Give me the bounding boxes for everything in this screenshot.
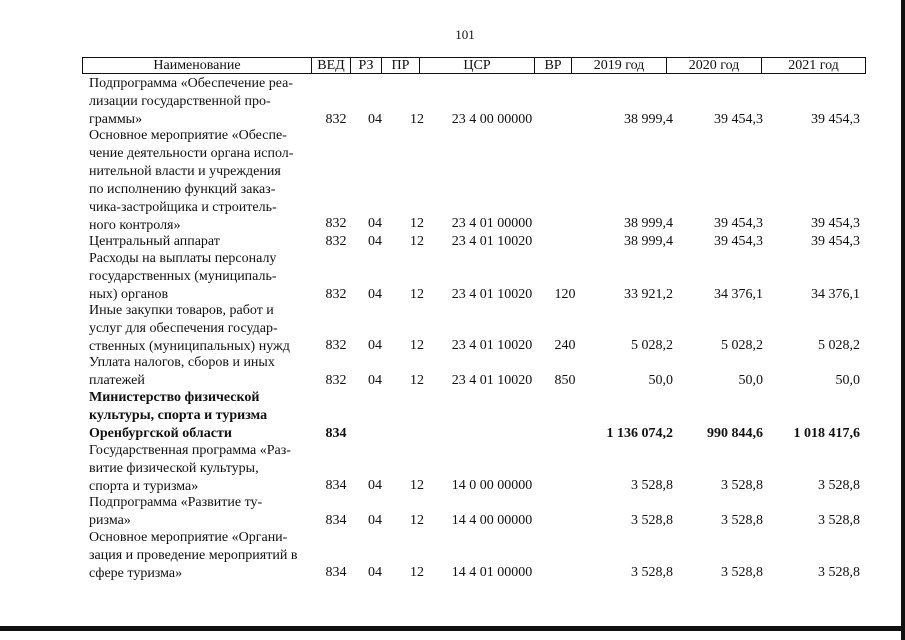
row-csr: 23 4 01 10020 <box>451 287 533 302</box>
row-csr: 14 4 01 00000 <box>451 565 533 580</box>
row-2021: 3 528,8 <box>818 513 860 528</box>
row-2021: 1 018 417,6 <box>793 426 860 441</box>
header-2020: 2020 год <box>667 58 762 73</box>
row-2019: 3 528,8 <box>631 513 673 528</box>
row-pr: 12 <box>410 513 424 528</box>
row-2019: 38 999,4 <box>624 234 673 249</box>
row-2021: 3 528,8 <box>818 565 860 580</box>
row-csr: 23 4 01 00000 <box>451 216 533 231</box>
scan-right-border <box>901 0 905 640</box>
row-2019: 33 921,2 <box>624 287 673 302</box>
row-2020: 50,0 <box>738 373 763 388</box>
header-pr: ПР <box>382 58 420 73</box>
header-2021: 2021 год <box>788 58 839 73</box>
row-2020: 5 028,2 <box>721 338 763 353</box>
row-ved: 832 <box>325 338 347 353</box>
row-rz: 04 <box>368 112 382 127</box>
row-2021: 34 376,1 <box>811 287 860 302</box>
row-rz: 04 <box>368 338 382 353</box>
row-name: Основное мероприятие «Обеспе- чение деятельности органа испол- нительной власти и учреждения по исполнению функций заказ- чика-застройщика и строитель- ного контроля» <box>89 128 294 233</box>
row-2021: 39 454,3 <box>811 112 860 127</box>
row-ved: 834 <box>325 426 347 441</box>
row-ved: 834 <box>325 513 347 528</box>
row-rz: 04 <box>368 565 382 580</box>
row-2019: 38 999,4 <box>624 112 673 127</box>
row-name: Подпрограмма «Развитие ту- ризма» <box>89 495 263 528</box>
row-2021: 50,0 <box>835 373 860 388</box>
row-2021: 5 028,2 <box>818 338 860 353</box>
row-ved: 832 <box>325 234 347 249</box>
row-ved: 834 <box>325 478 347 493</box>
row-rz: 04 <box>368 478 382 493</box>
header-name: Наименование <box>83 58 312 73</box>
row-ved: 832 <box>325 373 347 388</box>
header-vr: ВР <box>535 58 572 73</box>
table-header <box>82 57 866 74</box>
row-csr: 23 4 01 10020 <box>451 338 533 353</box>
row-2021: 39 454,3 <box>811 216 860 231</box>
row-2021: 39 454,3 <box>811 234 860 249</box>
row-name: Центральный аппарат <box>89 234 220 249</box>
row-pr: 12 <box>410 112 424 127</box>
row-pr: 12 <box>410 373 424 388</box>
row-2020: 990 844,6 <box>707 426 763 441</box>
header-csr: ЦСР <box>420 58 535 73</box>
row-rz: 04 <box>368 287 382 302</box>
row-name: Подпрограмма «Обеспечение реа- лизации государственной про- граммы» <box>89 76 294 127</box>
row-ved: 832 <box>325 216 347 231</box>
row-csr: 14 4 00 00000 <box>451 513 533 528</box>
row-2019: 1 136 074,2 <box>606 426 673 441</box>
row-2019: 50,0 <box>648 373 673 388</box>
row-2020: 39 454,3 <box>714 216 763 231</box>
row-rz: 04 <box>368 216 382 231</box>
row-2020: 39 454,3 <box>714 234 763 249</box>
row-name: Уплата налогов, сборов и иных платежей <box>89 355 275 388</box>
row-ved: 832 <box>325 287 347 302</box>
row-2020: 3 528,8 <box>721 513 763 528</box>
row-2020: 3 528,8 <box>721 565 763 580</box>
row-2019: 38 999,4 <box>624 216 673 231</box>
row-rz: 04 <box>368 234 382 249</box>
row-csr: 23 4 01 10020 <box>451 373 533 388</box>
row-2021: 3 528,8 <box>818 478 860 493</box>
row-name: Министерство физической культуры, спорта и туризма Оренбургской области <box>89 390 268 441</box>
header-ved: ВЕД <box>312 58 351 73</box>
row-2019: 3 528,8 <box>631 478 673 493</box>
row-pr: 12 <box>410 338 424 353</box>
row-vr: 240 <box>554 338 576 353</box>
row-name: Иные закупки товаров, работ и услуг для обеспечения государ- ственных (муниципальных) нужд <box>89 303 290 354</box>
row-csr: 23 4 01 10020 <box>451 234 533 249</box>
row-csr: 23 4 00 00000 <box>451 112 533 127</box>
row-ved: 834 <box>325 565 347 580</box>
row-rz: 04 <box>368 513 382 528</box>
row-pr: 12 <box>410 287 424 302</box>
page-number: 101 <box>455 27 475 42</box>
row-name: Основное мероприятие «Органи- зация и проведение мероприятий в сфере туризма» <box>89 530 298 581</box>
row-pr: 12 <box>410 234 424 249</box>
row-2020: 3 528,8 <box>721 478 763 493</box>
row-ved: 832 <box>325 112 347 127</box>
row-2019: 3 528,8 <box>631 565 673 580</box>
row-2019: 5 028,2 <box>631 338 673 353</box>
row-pr: 12 <box>410 216 424 231</box>
scan-bottom-border <box>0 626 905 631</box>
row-name: Государственная программа «Раз- витие физической культуры, спорта и туризма» <box>89 443 291 494</box>
header-rz: РЗ <box>351 58 382 73</box>
row-rz: 04 <box>368 373 382 388</box>
row-pr: 12 <box>410 565 424 580</box>
row-name: Расходы на выплаты персоналу государственных (муниципаль- ных) органов <box>89 251 277 302</box>
row-pr: 12 <box>410 478 424 493</box>
row-vr: 120 <box>554 287 576 302</box>
row-csr: 14 0 00 00000 <box>451 478 533 493</box>
header-2019: 2019 год <box>572 58 667 73</box>
row-2020: 34 376,1 <box>714 287 763 302</box>
row-2020: 39 454,3 <box>714 112 763 127</box>
row-vr: 850 <box>554 373 576 388</box>
